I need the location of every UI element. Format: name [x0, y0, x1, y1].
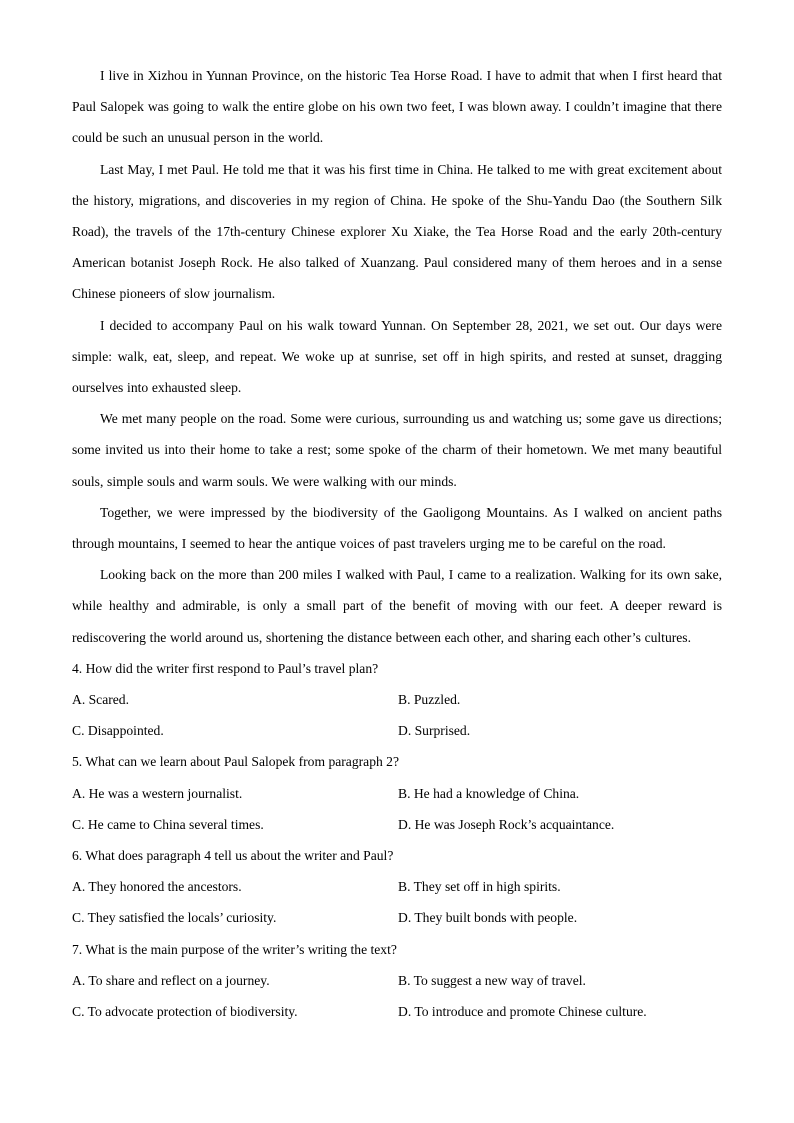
option-a: A. To share and reflect on a journey.: [72, 972, 270, 988]
option-d: D. He was Joseph Rock’s acquaintance.: [398, 816, 615, 832]
question-6: [72, 840, 722, 934]
option-a: A. He was a western journalist.: [72, 785, 243, 801]
option-grid: [72, 684, 722, 746]
option-a: A. Scared.: [72, 692, 129, 708]
option-b: B. To suggest a new way of travel.: [398, 972, 586, 988]
option-c: C. He came to China several times.: [72, 816, 264, 832]
option-c: C. To advocate protection of biodiversity.: [72, 1004, 298, 1020]
paragraph-4: We met many people on the road. Some were curious, surrounding us and watching us; some gave us directions; some invited us into their home to take a rest; some spoke of the charm of their hometown. We met many beautiful souls, simple souls and warm souls. We were walking with our minds.: [72, 411, 722, 489]
option-d: D. To introduce and promote Chinese culture.: [398, 1004, 647, 1020]
document-page: [72, 60, 722, 1027]
question-stem: 7. What is the main purpose of the writer’s writing the text?: [72, 941, 397, 957]
paragraph-5: Together, we were impressed by the biodiversity of the Gaoligong Mountains. As I walked on ancient paths through mountains, I seemed to hear the antique voices of past travelers urging me to be careful on the road.: [72, 504, 722, 552]
paragraph-6: Looking back on the more than 200 miles I walked with Paul, I came to a realization. Walking for its own sake, while healthy and admirable, is only a small part of the benefit of moving with our feet. A deeper reward is rediscovering the world around us, shortening the distance between each other, and sharing each other’s cultures.: [72, 567, 722, 645]
paragraph-3: I decided to accompany Paul on his walk toward Yunnan. On September 28, 2021, we set out. Our days were simple: walk, eat, sleep, and repeat. We woke up at sunrise, set off in high spirits, and rested at sunset, dragging ourselves into exhausted sleep.: [72, 317, 722, 396]
option-c: C. They satisfied the locals’ curiosity.: [72, 910, 277, 926]
option-grid: [72, 965, 722, 1027]
option-d: D. Surprised.: [398, 723, 471, 739]
question-5: [72, 746, 722, 840]
option-b: B. He had a knowledge of China.: [398, 785, 580, 801]
question-list: [72, 653, 722, 1027]
paragraph-2: Last May, I met Paul. He told me that it was his first time in China. He talked to me with great excitement about the history, migrations, and discoveries in my region of China. He spoke of the Shu-Yandu Dao (the Southern Silk Road), the travels of the 17th-century Chinese explorer Xu Xiake, the Tea Horse Road and the early 20th-century American botanist Joseph Rock. He also talked of Xuanzang. Paul considered many of them heroes and in a sense Chinese pioneers of slow journalism.: [72, 161, 722, 302]
reading-passage: [72, 60, 722, 653]
paragraph-1: I live in Xizhou in Yunnan Province, on the historic Tea Horse Road. I have to admit that when I first heard that Paul Salopek was going to walk the entire globe on his own two feet, I was blown away. I couldn’t imagine that there could be such an unusual person in the world.: [72, 68, 722, 146]
option-c: C. Disappointed.: [72, 723, 164, 739]
option-b: B. Puzzled.: [398, 692, 461, 708]
question-4: [72, 653, 722, 747]
question-stem: 5. What can we learn about Paul Salopek from paragraph 2?: [72, 754, 400, 770]
question-stem: 6. What does paragraph 4 tell us about the writer and Paul?: [72, 848, 394, 864]
question-stem: 4. How did the writer first respond to Paul’s travel plan?: [72, 660, 379, 676]
option-b: B. They set off in high spirits.: [398, 879, 561, 895]
option-grid: [72, 778, 722, 840]
option-d: D. They built bonds with people.: [398, 910, 578, 926]
option-a: A. They honored the ancestors.: [72, 879, 242, 895]
question-7: [72, 934, 722, 1028]
option-grid: [72, 871, 722, 933]
